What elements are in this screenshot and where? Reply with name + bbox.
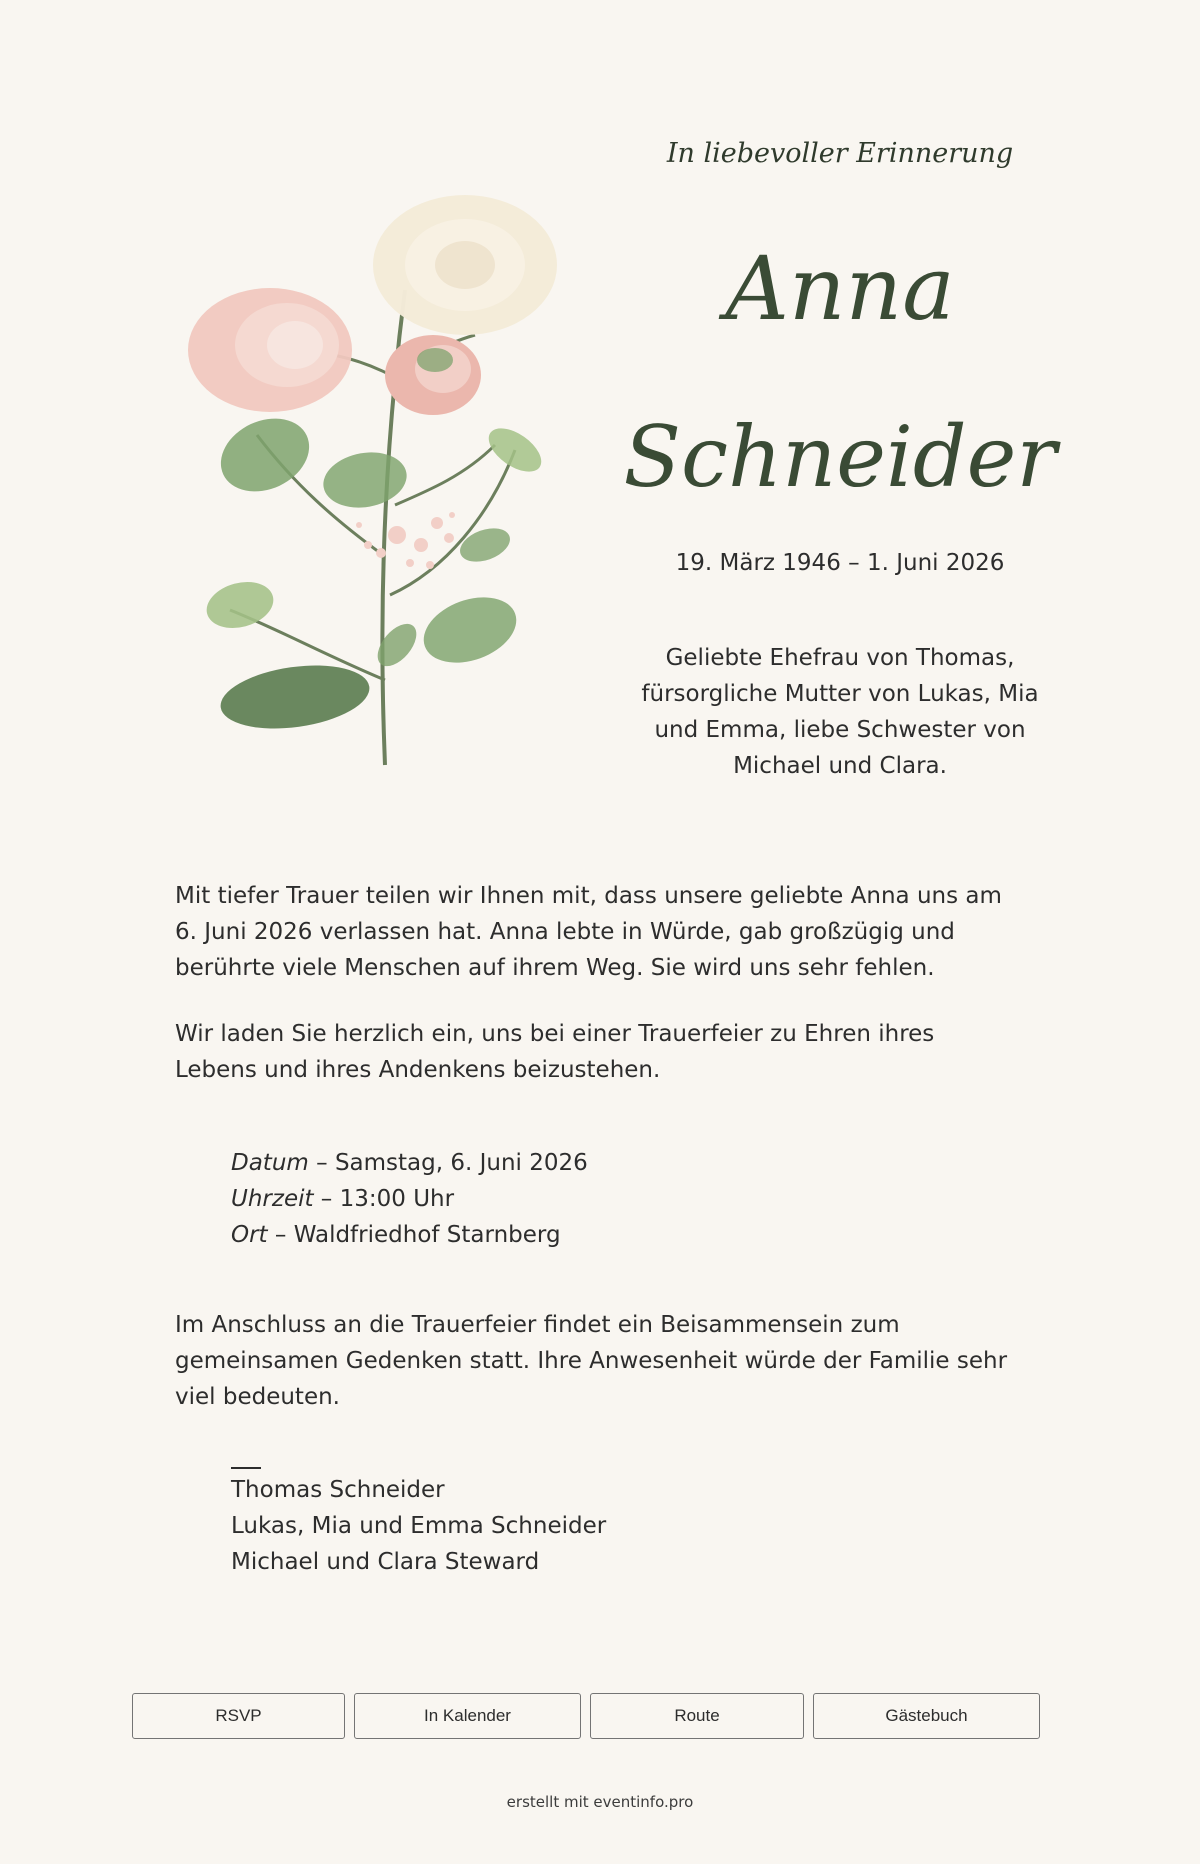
event-place-label: Ort [231, 1221, 268, 1248]
footer-link[interactable]: erstellt mit eventinfo.pro [506, 1793, 694, 1811]
signature-line: Michael und Clara Steward [231, 1548, 540, 1575]
event-place-separator: – [267, 1221, 294, 1248]
gathering-paragraph: Im Anschluss an die Trauerfeier findet ein Beisammensein zum gemeinsamen Gedenken statt. Ihre Anwesenheit würde der Familie sehr viel bedeuten. [175, 1312, 1008, 1410]
signature-line: Lukas, Mia und Emma Schneider [231, 1512, 607, 1539]
signatures-list [231, 1473, 931, 1581]
action-buttons [0, 1693, 1200, 1741]
event-date [231, 1146, 831, 1182]
event-place-value: Waldfriedhof Starnberg [293, 1221, 561, 1248]
event-details [231, 1146, 831, 1254]
life-dates: 19. März 1946 – 1. Juni 2026 [675, 550, 1005, 576]
memorial-header [0, 0, 1200, 820]
epitaph-line: Geliebte Ehefrau von Thomas, [665, 645, 1015, 671]
guestbook-button[interactable]: Gästebuch [813, 1693, 1040, 1739]
route-button[interactable]: Route [590, 1693, 804, 1739]
rsvp-button[interactable]: RSVP [132, 1693, 345, 1739]
event-place [231, 1218, 831, 1254]
rose-bouquet-icon [145, 125, 595, 775]
event-time-value: 13:00 Uhr [339, 1185, 455, 1212]
intro-line: In liebevoller Erinnerung [666, 138, 1014, 169]
event-date-label: Datum [231, 1150, 309, 1176]
last-name: Schneider [623, 408, 1057, 506]
signature-divider [231, 1467, 261, 1469]
event-date-separator: – [308, 1150, 335, 1176]
event-time [231, 1182, 831, 1218]
invitation-paragraph: Wir laden Sie herzlich ein, uns bei einer Trauerfeier zu Ehren ihres Lebens und ihres Andenkens beizustehen. [175, 1021, 935, 1083]
epitaph-line: und Emma, liebe Schwester von [654, 717, 1026, 744]
signature-line: Thomas Schneider [231, 1477, 445, 1503]
family-epitaph [620, 640, 1060, 784]
epitaph-line: fürsorgliche Mutter von Lukas, Mia [641, 681, 1039, 708]
announcement-paragraph: Mit tiefer Trauer teilen wir Ihnen mit, dass unsere geliebte Anna uns am 6. Juni 2026 verlassen hat. Anna lebte in Würde, gab großzügig und berührte viele Menschen auf ihrem Weg. Sie wird uns sehr fehlen. [175, 883, 1002, 981]
event-time-label: Uhrzeit [231, 1185, 314, 1212]
epitaph-line: Michael und Clara. [733, 753, 947, 780]
first-name: Anna [725, 237, 955, 340]
calendar-button[interactable]: In Kalender [354, 1693, 581, 1739]
event-time-separator: – [313, 1185, 340, 1212]
event-date-value: Samstag, 6. Juni 2026 [334, 1150, 588, 1176]
